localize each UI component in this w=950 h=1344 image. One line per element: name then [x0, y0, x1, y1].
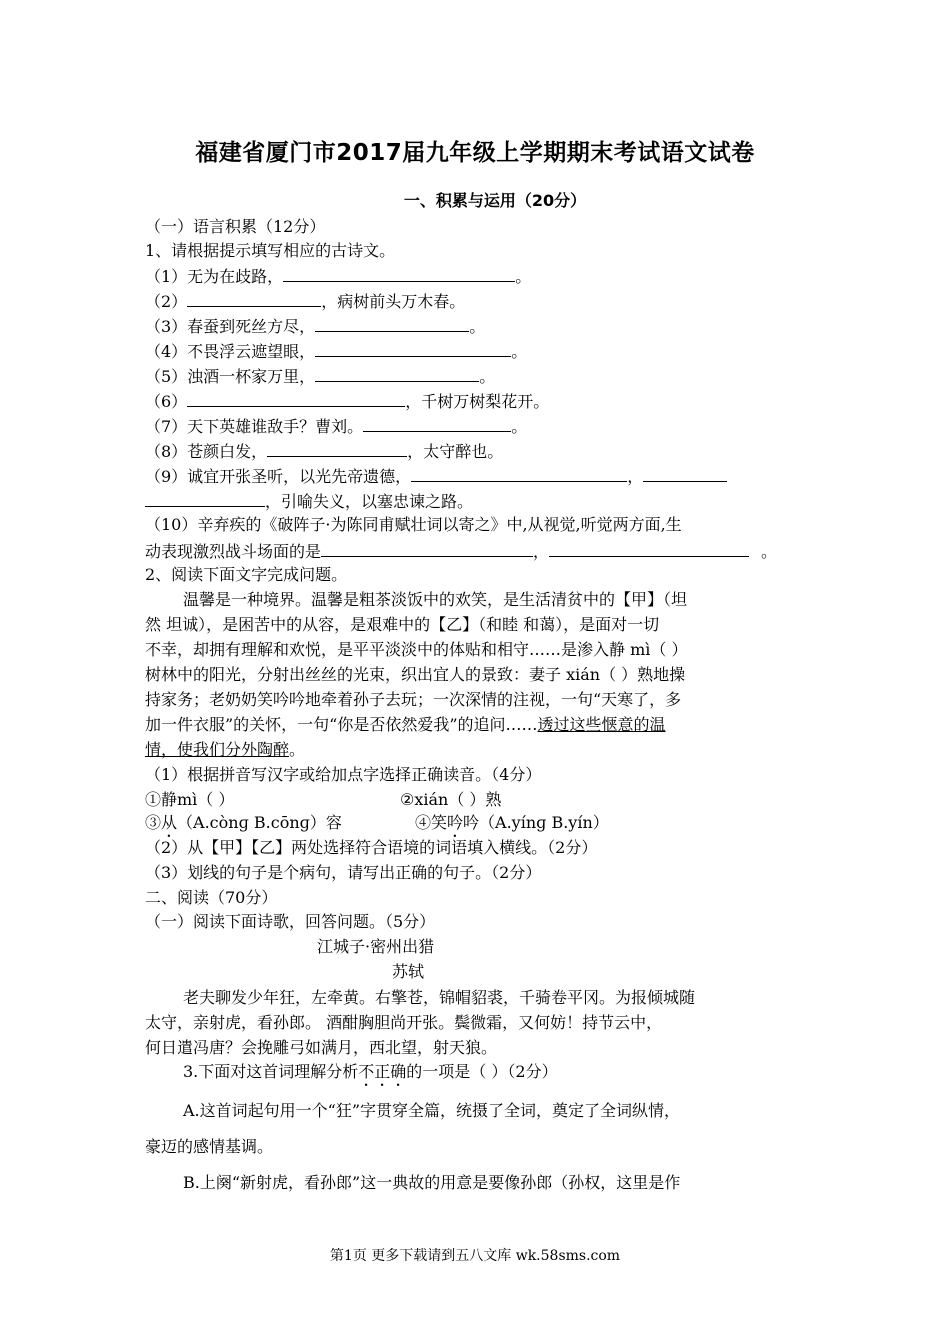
poem-title: 江城子·密州出猎	[317, 937, 435, 956]
fill-item: （4）不畏浮云遮望眼， 。	[145, 339, 815, 363]
fill-item: （8）苍颜白发， ，太守醉也。	[145, 439, 815, 463]
passage-line: 情，使我们分外陶醉。	[145, 740, 306, 759]
answer-blank[interactable]	[315, 364, 479, 382]
passage-line: 不幸，却拥有理解和欢悦，是平平淡淡中的体贴和相守……是渗入静 mì（ ）	[145, 640, 688, 659]
section2-heading: 二、阅读（70分）	[145, 888, 278, 907]
answer-blank[interactable]	[411, 464, 627, 482]
passage-line: 持家务；老奶奶笑吟吟地牵着孙子去玩；一次深情的注视，一句“天寒了，多	[145, 690, 682, 709]
fill-item: （2） ，病树前头万木春。	[145, 289, 815, 313]
option-row: ③从（A.cònɡ B.cōnɡ）容 ④笑吟吟（A.yínɡ B.yín）	[145, 813, 609, 832]
answer-blank[interactable]	[315, 314, 469, 332]
option-row: ①静mì（ ） ②xián（ ）熟	[145, 790, 502, 809]
option-a: A.这首词起句用一个“狂”字贯穿全篇，统摄了全词，奠定了全词纵情，	[183, 1101, 681, 1120]
answer-blank[interactable]	[549, 539, 749, 557]
subsection-heading: （一）阅读下面诗歌，回答问题。（5分）	[145, 912, 436, 931]
option-a-continued: 豪迈的感情基调。	[145, 1137, 274, 1156]
fill-item: （10）辛弃疾的《破阵子·为陈同甫赋壮词以寄之》中,从视觉,听觉两方面,生	[145, 515, 682, 534]
document-title: 福建省厦门市2017届九年级上学期期末考试语文试卷	[195, 140, 755, 166]
sub-question: （2）从【甲】【乙】两处选择符合语境的词语填入横线。（2分）	[145, 838, 598, 857]
fill-item: （9）诚宜开张圣听，以光先帝遗德， ，	[145, 464, 815, 488]
answer-blank[interactable]	[187, 289, 321, 307]
question-prompt: 1、请根据提示填写相应的古诗文。	[145, 241, 396, 260]
fill-item-continued: ，引喻失义，以塞忠谏之路。	[145, 489, 815, 513]
dotted-emphasis: 不正确	[358, 1062, 407, 1081]
fill-item: （5）浊酒一杯家万里， 。	[145, 364, 815, 388]
subsection-heading: （一）语言积累（12分）	[145, 217, 326, 236]
section1-heading: 一、积累与运用（20分）	[403, 191, 587, 210]
poem-author: 苏轼	[392, 962, 425, 981]
page-footer: 第1页 更多下载请到五八文库 wk.58sms.com	[329, 1248, 621, 1264]
answer-blank[interactable]	[187, 389, 405, 407]
passage-line: 然 坦诚），是困苦中的从容，是艰难中的【乙】（和睦 和蔼），是面对一切	[145, 615, 660, 634]
answer-blank[interactable]	[283, 264, 515, 282]
sub-question: （3）划线的句子是个病句，请写出正确的句子。（2分）	[145, 863, 542, 882]
fill-item: （7）天下英雄谁敌手？曹刘。 。	[145, 414, 815, 438]
poem-line: 太守，亲射虎，看孙郎。 酒酣胸胆尚开张。鬓微霜，又何妨！持节云中，	[145, 1013, 663, 1032]
passage-line: 树林中的阳光，分射出丝丝的光束，织出宜人的景致：妻子 xián（ ）熟地操	[145, 665, 686, 684]
sub-question: （1）根据拼音写汉字或给加点字选择正确读音。（4分）	[145, 765, 542, 784]
fill-item: （6） ，千树万树梨花开。	[145, 389, 815, 413]
fill-item-continued: 动表现激烈战斗场面的是 ， 。	[145, 539, 815, 563]
answer-blank[interactable]	[315, 339, 511, 357]
question-3: 3.下面对这首词理解分析不正确的一项是（ ）（2分）	[183, 1062, 558, 1081]
underlined-sentence: 透过这些惬意的温	[537, 715, 666, 734]
answer-blank[interactable]	[363, 414, 511, 432]
option-b: B.上阕“新射虎，看孙郎”这一典故的用意是要像孙郎（孙权，这里是作	[183, 1173, 681, 1192]
answer-blank[interactable]	[267, 439, 407, 457]
answer-blank[interactable]	[321, 539, 533, 557]
fill-item: （3）春蚕到死丝方尽， 。	[145, 314, 815, 338]
passage-line: 温馨是一种境界。温馨是粗茶淡饭中的欢笑，是生活清贫中的【甲】（坦	[183, 590, 688, 609]
fill-item: （1）无为在歧路， 。	[145, 264, 815, 288]
underlined-sentence: 情，使我们分外陶醉	[145, 740, 290, 759]
answer-blank[interactable]	[145, 489, 265, 507]
dotted-char: 从	[161, 813, 178, 832]
poem-line: 何日遣冯唐？会挽雕弓如满月，西北望，射天狼。	[145, 1038, 498, 1057]
passage-line: 加一件衣服”的关怀，一句“你是否依然爱我”的追问……透过这些惬意的温	[145, 715, 666, 734]
poem-line: 老夫聊发少年狂，左牵黄。右擎苍，锦帽貂裘，千骑卷平冈。为报倾城随	[183, 988, 696, 1007]
question-prompt: 2、阅读下面文字完成问题。	[145, 565, 348, 584]
dotted-char: 吟	[447, 813, 464, 832]
answer-blank[interactable]	[643, 464, 727, 482]
